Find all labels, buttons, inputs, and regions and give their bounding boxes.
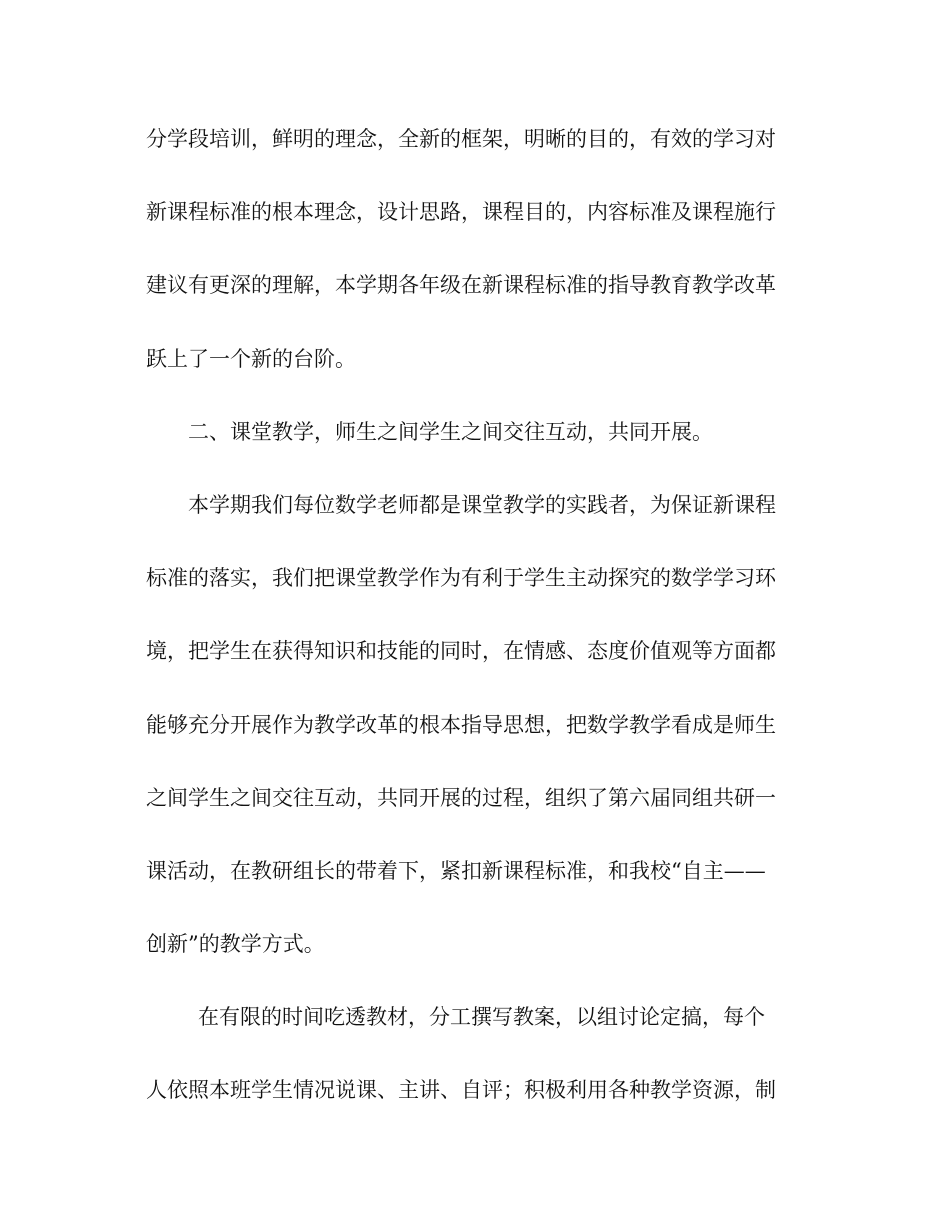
text-line: 标准的落实，我们把课堂教学作为有利于学生主动探究的数学学习环 — [146, 566, 776, 591]
document-body — [146, 119, 806, 1144]
paragraph-first-line: 本学期我们每位数学老师都是课堂教学的实践者，为保证新课程 — [188, 492, 776, 517]
text-line: 分学段培训，鲜明的理念，全新的框架，明晰的目的，有效的学习对 — [146, 127, 776, 151]
text-line: 境，把学生在获得知识和技能的同时，在情感、态度价值观等方面都 — [146, 639, 776, 664]
text-line: 课活动，在教研组长的带着下，紧扣新课程标准，和我校“自主—— — [146, 858, 766, 883]
text-line: 建议有更深的理解，本学期各年级在新课程标准的指导教育教学改革 — [146, 273, 776, 298]
text-line: 创新”的教学方式。 — [146, 932, 325, 957]
text-line: 新课程标准的根本理念，设计思路，课程目的，内容标准及课程施行 — [146, 200, 776, 225]
section-heading: 二、课堂教学，师生之间学生之间交往互动，共同开展。 — [188, 419, 713, 444]
text-line: 跃上了一个新的台阶。 — [146, 346, 356, 371]
text-line: 人依照本班学生情况说课、主讲、自评；积极利用各种教学资源，制 — [146, 1078, 776, 1103]
paragraph-first-line: 在有限的时间吃透教材，分工撰写教案，以组讨论定搞，每个 — [198, 1005, 765, 1030]
text-line: 之间学生之间交往互动，共同开展的过程，组织了第六届同组共研一 — [146, 785, 776, 810]
text-line: 能够充分开展作为教学改革的根本指导思想，把数学教学看成是师生 — [146, 712, 776, 737]
